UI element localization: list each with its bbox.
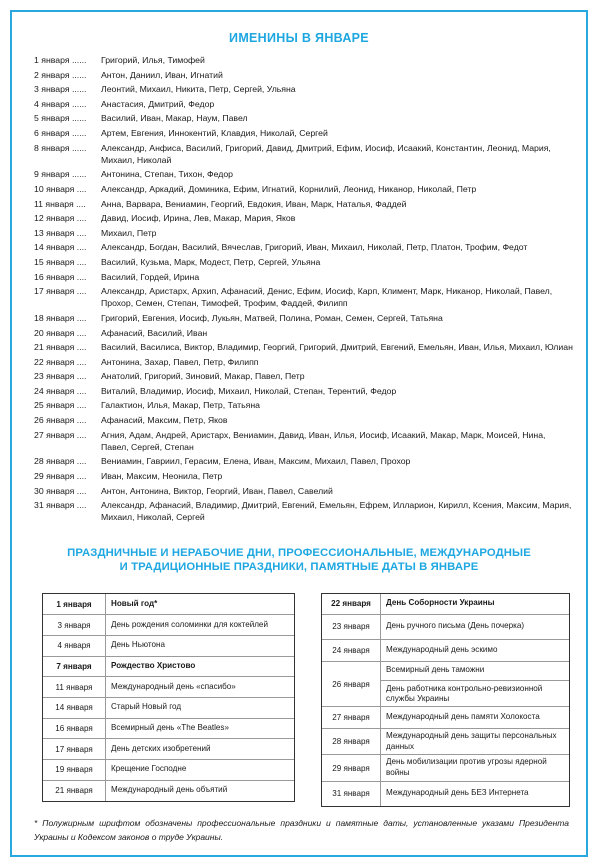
holiday-row [322, 707, 569, 729]
name-day-row [34, 168, 574, 180]
name-day-date: 15 января .... [34, 256, 87, 267]
name-day-names: Григорий, Евгения, Иосиф, Лукьян, Матвей, Полина, Роман, Семен, Сергей, Татьяна [101, 312, 443, 323]
holiday-event: День рождения соломинки для коктейлей [106, 615, 295, 636]
holidays-title-line1: ПРАЗДНИЧНЫЕ И НЕРАБОЧИЕ ДНИ, ПРОФЕССИОНАЛЬНЫЕ, МЕЖДУНАРОДНЫЕ [67, 547, 531, 559]
name-day-row [34, 69, 574, 81]
holiday-event: Старый Новый год [106, 697, 295, 718]
name-day-date: 3 января ...... [34, 84, 87, 95]
name-day-date: 14 января .... [34, 242, 87, 253]
name-day-row [34, 429, 574, 453]
name-day-date: 20 января .... [34, 327, 87, 338]
name-day-date: 25 января .... [34, 400, 87, 411]
holiday-date: 28 января [322, 729, 381, 755]
holiday-row [43, 697, 294, 718]
name-day-date: 2 января ...... [34, 69, 87, 80]
name-day-row [34, 54, 574, 66]
holidays-table-left [42, 593, 295, 802]
holiday-row [322, 594, 569, 614]
name-day-date: 9 января ...... [34, 169, 87, 180]
holiday-date: 24 января [322, 639, 381, 662]
name-day-row [34, 341, 574, 353]
name-day-names: Антон, Даниил, Иван, Игнатий [101, 69, 223, 80]
holiday-event: День ручного письма (День почерка) [381, 614, 570, 639]
name-day-date: 22 января .... [34, 356, 87, 367]
name-day-date: 1 января ...... [34, 55, 87, 65]
name-day-names: Анатолий, Григорий, Зиновий, Макар, Павел, Петр [101, 371, 305, 382]
name-day-names: Григорий, Илья, Тимофей [101, 55, 205, 65]
name-day-date: 30 января .... [34, 485, 87, 496]
name-day-names: Артем, Евгения, Иннокентий, Клавдия, Николай, Сергей [101, 127, 328, 138]
holiday-event: Международный день «спасибо» [106, 677, 295, 698]
name-day-names: Антон, Антонина, Виктор, Георгий, Иван, Павел, Савелий [101, 485, 333, 496]
name-days-list [34, 54, 574, 526]
name-day-row [34, 312, 574, 324]
name-day-row [34, 212, 574, 224]
name-day-names: Александр, Богдан, Василий, Вячеслав, Григорий, Иван, Михаил, Николай, Петр, Платон, Трофим, Федот [101, 242, 528, 253]
name-day-names: Михаил, Петр [101, 227, 157, 238]
holiday-row [43, 594, 294, 615]
name-day-names: Александр, Афанасий, Владимир, Дмитрий, Евгений, Емельян, Ефрем, Илларион, Кирилл, Ксения, Максим, Мария, Михаил, Николай, Сергей [101, 500, 572, 523]
name-day-row [34, 499, 574, 523]
holiday-event: Международный день защиты персональных данных [381, 729, 570, 755]
name-day-row [34, 285, 574, 309]
name-day-date: 12 января .... [34, 213, 87, 224]
name-day-row [34, 183, 574, 195]
holiday-row [43, 615, 294, 636]
name-day-names: Александр, Анфиса, Василий, Григорий, Давид, Дмитрий, Ефим, Иосиф, Исаакий, Константин, Леонид, Мария, Михаил, Николай [101, 142, 551, 165]
name-day-date: 23 января .... [34, 371, 87, 382]
holiday-event: День работника контрольно-ревизионной службы Украины [386, 683, 543, 704]
holiday-row [322, 614, 569, 639]
name-day-row [34, 98, 574, 110]
name-day-names: Галактион, Илья, Макар, Петр, Татьяна [101, 400, 260, 411]
name-day-row [34, 198, 574, 210]
name-day-row [34, 83, 574, 95]
name-day-date: 10 января .... [34, 183, 87, 194]
holiday-date: 11 января [43, 677, 106, 698]
holidays-title-line2: И ТРАДИЦИОННЫЕ ПРАЗДНИКИ, ПАМЯТНЫЕ ДАТЫ В ЯНВАРЕ [119, 561, 479, 573]
holiday-event: Рождество Христово [106, 656, 295, 677]
holiday-date: 4 января [43, 635, 106, 656]
holiday-row [322, 662, 569, 707]
name-day-names: Леонтий, Михаил, Никита, Петр, Сергей, Ульяна [101, 84, 296, 95]
name-day-names: Анна, Варвара, Вениамин, Георгий, Евдокия, Иван, Марк, Наталья, Фаддей [101, 198, 407, 209]
name-day-names: Антонина, Степан, Тихон, Федор [101, 169, 234, 180]
name-day-row [34, 241, 574, 253]
holiday-date: 19 января [43, 760, 106, 781]
name-day-date: 6 января ...... [34, 127, 87, 138]
name-day-date: 31 января .... [34, 500, 87, 511]
name-day-date: 27 января .... [34, 429, 87, 440]
holiday-date: 17 января [43, 739, 106, 760]
holiday-event: День Соборности Украины [381, 594, 570, 614]
name-day-date: 13 января .... [34, 227, 87, 238]
holiday-event: День Ньютона [106, 635, 295, 656]
holiday-row [43, 656, 294, 677]
name-day-names: Вениамин, Гавриил, Герасим, Елена, Иван, Максим, Михаил, Павел, Прохор [101, 456, 411, 467]
holiday-event: Международный день БЕЗ Интернета [386, 788, 529, 798]
holiday-event: Крещение Господне [106, 760, 295, 781]
calendar-page [10, 10, 588, 857]
name-day-row [34, 485, 574, 497]
name-day-names: Александр, Аристарх, Архип, Афанасий, Денис, Ефим, Иосиф, Карп, Климент, Марк, Никанор, Николай, Павел, Прохор, Семен, Степан, Тимофей, Трофим, Фаддей, Филипп [101, 286, 553, 309]
name-day-names: Василий, Гордей, Ирина [101, 271, 200, 282]
holiday-date: 21 января [43, 780, 106, 801]
name-day-date: 17 января .... [34, 286, 87, 297]
holiday-event: Международный день памяти Холокоста [381, 707, 570, 729]
name-day-date: 24 января .... [34, 385, 87, 396]
holiday-date: 16 января [43, 718, 106, 739]
name-day-names: Афанасий, Василий, Иван [101, 327, 208, 338]
holiday-row [43, 780, 294, 801]
holiday-row [43, 635, 294, 656]
name-days-title: ИМЕНИНЫ В ЯНВАРЕ [229, 31, 369, 45]
holiday-row [43, 677, 294, 698]
holiday-date: 7 января [43, 656, 106, 677]
holiday-row [43, 760, 294, 781]
name-day-row [34, 356, 574, 368]
name-day-names: Василий, Иван, Макар, Наум, Павел [101, 113, 248, 124]
holiday-row [322, 755, 569, 782]
name-day-names: Василий, Василиса, Виктор, Владимир, Георгий, Григорий, Дмитрий, Евгений, Емельян, Иван, Илья, Михаил, Юлиан [101, 342, 573, 353]
holiday-date: 1 января [43, 594, 106, 615]
holiday-event: День мобилизации против угрозы ядерной войны [381, 755, 570, 782]
name-day-row [34, 256, 574, 268]
name-day-names: Давид, Иосиф, Ирина, Лев, Макар, Мария, Яков [101, 213, 296, 224]
holiday-event: Всемирный день таможни [381, 663, 569, 681]
holiday-row [322, 639, 569, 662]
name-day-names: Агния, Адам, Андрей, Аристарх, Вениамин, Давид, Иван, Илья, Иосиф, Исаакий, Макар, Марк, Моисей, Нина, Павел, Сергей, Степан [101, 429, 546, 452]
name-day-row [34, 127, 574, 139]
holiday-date: 31 января [322, 782, 381, 806]
name-day-row [34, 327, 574, 339]
name-day-date: 21 января .... [34, 342, 87, 353]
name-day-row [34, 227, 574, 239]
name-day-row [34, 414, 574, 426]
holiday-row [43, 739, 294, 760]
name-day-row [34, 370, 574, 382]
holiday-event-group [381, 662, 570, 707]
name-day-date: 29 января .... [34, 471, 87, 482]
name-day-names: Анастасия, Дмитрий, Федор [101, 98, 215, 109]
name-day-date: 16 января .... [34, 271, 87, 282]
name-day-names: Александр, Аркадий, Доминика, Ефим, Игнатий, Корнилий, Леонид, Никанор, Николай, Петр [101, 183, 477, 194]
name-day-names: Василий, Кузьма, Марк, Модест, Петр, Сергей, Ульяна [101, 256, 321, 267]
holiday-date: 26 января [322, 662, 381, 707]
holiday-date: 27 января [322, 707, 381, 729]
name-day-date: 26 января .... [34, 415, 87, 426]
holiday-date: 14 января [43, 697, 106, 718]
name-day-date: 11 января .... [34, 198, 86, 209]
name-day-date: 18 января .... [34, 312, 87, 323]
holiday-event: День детских изобретений [106, 739, 295, 760]
name-day-row [34, 399, 574, 411]
holiday-event: Всемирный день «The Beatles» [106, 718, 295, 739]
holiday-event: Новый год* [106, 594, 295, 615]
footnote: * Полужирным шрифтом обозначены профессиональные праздники и памятные даты, установленные указами Президента Украины и Кодексом законов о труде Украины. [34, 818, 569, 842]
holiday-date: 22 января [322, 594, 381, 614]
name-day-date: 4 января ...... [34, 98, 87, 109]
holiday-row [322, 729, 569, 755]
holidays-table-right [321, 593, 570, 807]
name-day-names: Афанасий, Максим, Петр, Яков [101, 415, 228, 426]
name-day-names: Виталий, Владимир, Иосиф, Михаил, Николай, Степан, Терентий, Федор [101, 385, 397, 396]
holiday-date: 3 января [43, 615, 106, 636]
name-day-date: 8 января ...... [34, 142, 87, 153]
name-day-row [34, 385, 574, 397]
holiday-row [322, 782, 569, 806]
name-day-date: 5 января ...... [34, 113, 87, 124]
name-day-row [34, 112, 574, 124]
name-day-date: 28 января .... [34, 456, 87, 467]
holidays-title [12, 546, 586, 574]
name-day-row [34, 470, 574, 482]
holiday-row [43, 718, 294, 739]
holiday-date: 23 января [322, 614, 381, 639]
holiday-event: Международный день эскимо [381, 639, 570, 662]
holiday-event: Международный день объятий [111, 785, 228, 795]
name-day-row [34, 455, 574, 467]
name-day-names: Иван, Максим, Неонила, Петр [101, 471, 223, 482]
holiday-date: 29 января [322, 755, 381, 782]
name-day-row [34, 142, 574, 166]
name-day-row [34, 271, 574, 283]
name-day-names: Антонина, Захар, Павел, Петр, Филипп [101, 356, 259, 367]
